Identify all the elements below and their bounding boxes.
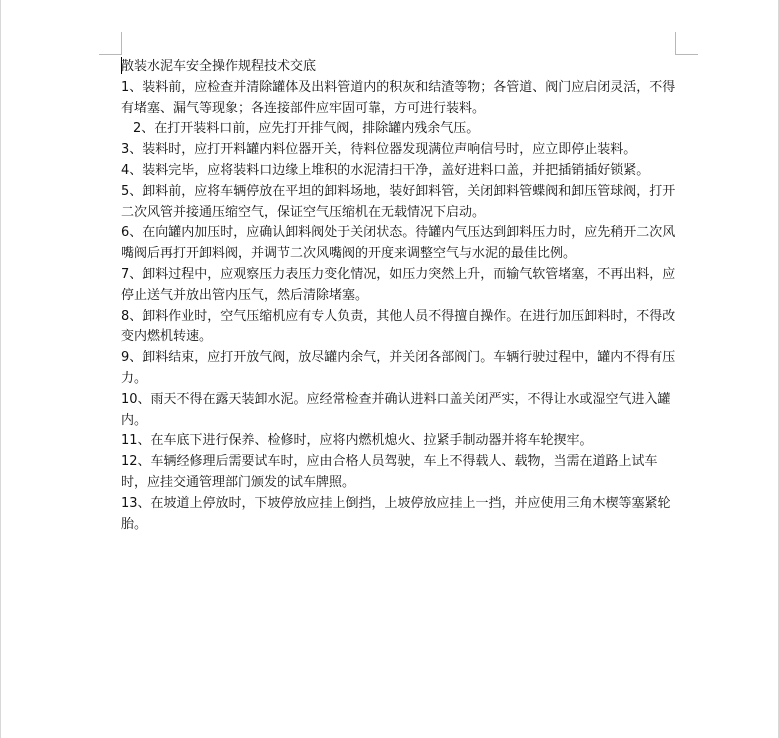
paragraph-7: 7、卸料过程中，应观察压力表压力变化情况，如压力突然上升，而输气软管堵塞，不再出料，应停止送气并放出管内压气，然后清除堵塞。 [121, 266, 676, 303]
paragraph-10: 10、雨天不得在露天装卸水泥。应经常检查并确认进料口盖关闭严实，不得让水或湿空气进入罐内。 [121, 391, 671, 428]
paragraph-4: 4、装料完毕，应将装料口边缘上堆积的水泥清扫干净，盖好进料口盖，并把插销插好锁紧。 [121, 162, 650, 178]
paragraph-12: 12、车辆经修理后需要试车时，应由合格人员驾驶，车上不得载人、载物，当需在道路上试车时，应挂交通管理部门颁发的试车牌照。 [121, 454, 658, 490]
paragraph-3: 3、装料时，应打开料罐内料位器开关，待料位器发现满位声响信号时，应立即停止装料。 [121, 142, 637, 158]
document-body[interactable] [121, 57, 681, 535]
document-title: 散装水泥车安全操作规程技术交底 [121, 59, 317, 74]
paragraph-8: 8、卸料作业时，空气压缩机应有专人负责，其他人员不得擅自操作。在进行加压卸料时，不得改变内燃机转速。 [121, 308, 676, 345]
margin-corner-mark-top-right [675, 32, 698, 55]
paragraph-1: 1、装料前，应检查并清除罐体及出料管道内的积灰和结渣等物；各管道、阀门应启闭灵活，不得有堵塞、漏气等现象；各连接部件应牢固可靠，方可进行装料。 [121, 79, 676, 116]
paragraph-5: 5、卸料前，应将车辆停放在平坦的卸料场地，装好卸料管，关闭卸料管蝶阀和卸压管球阀，打开二次风管并接通压缩空气，保证空气压缩机在无载情况下启动。 [121, 183, 676, 220]
margin-corner-mark-top-left [99, 32, 122, 55]
paragraph-2: 2、在打开装料口前，应先打开排气阀，排除罐内残余气压。 [133, 121, 480, 137]
paragraph-11: 11、在车底下进行保养、检修时，应将内燃机熄火、拉紧手制动器并将车轮揳牢。 [121, 433, 593, 449]
paragraph-9: 9、卸料结束，应打开放气阀，放尽罐内余气，并关闭各部阀门。车辆行驶过程中，罐内不得有压力。 [121, 350, 676, 386]
paragraph-6: 6、在向罐内加压时，应确认卸料阀处于关闭状态。待罐内气压达到卸料压力时，应先稍开二次风嘴阀后再打开卸料阀，并调节二次风嘴阀的开度来调整空气与水泥的最佳比例。 [121, 225, 676, 262]
paragraph-13: 13、在坡道上停放时，下坡停放应挂上倒挡，上坡停放应挂上一挡，并应使用三角木楔等塞紧轮胎。 [121, 495, 671, 532]
